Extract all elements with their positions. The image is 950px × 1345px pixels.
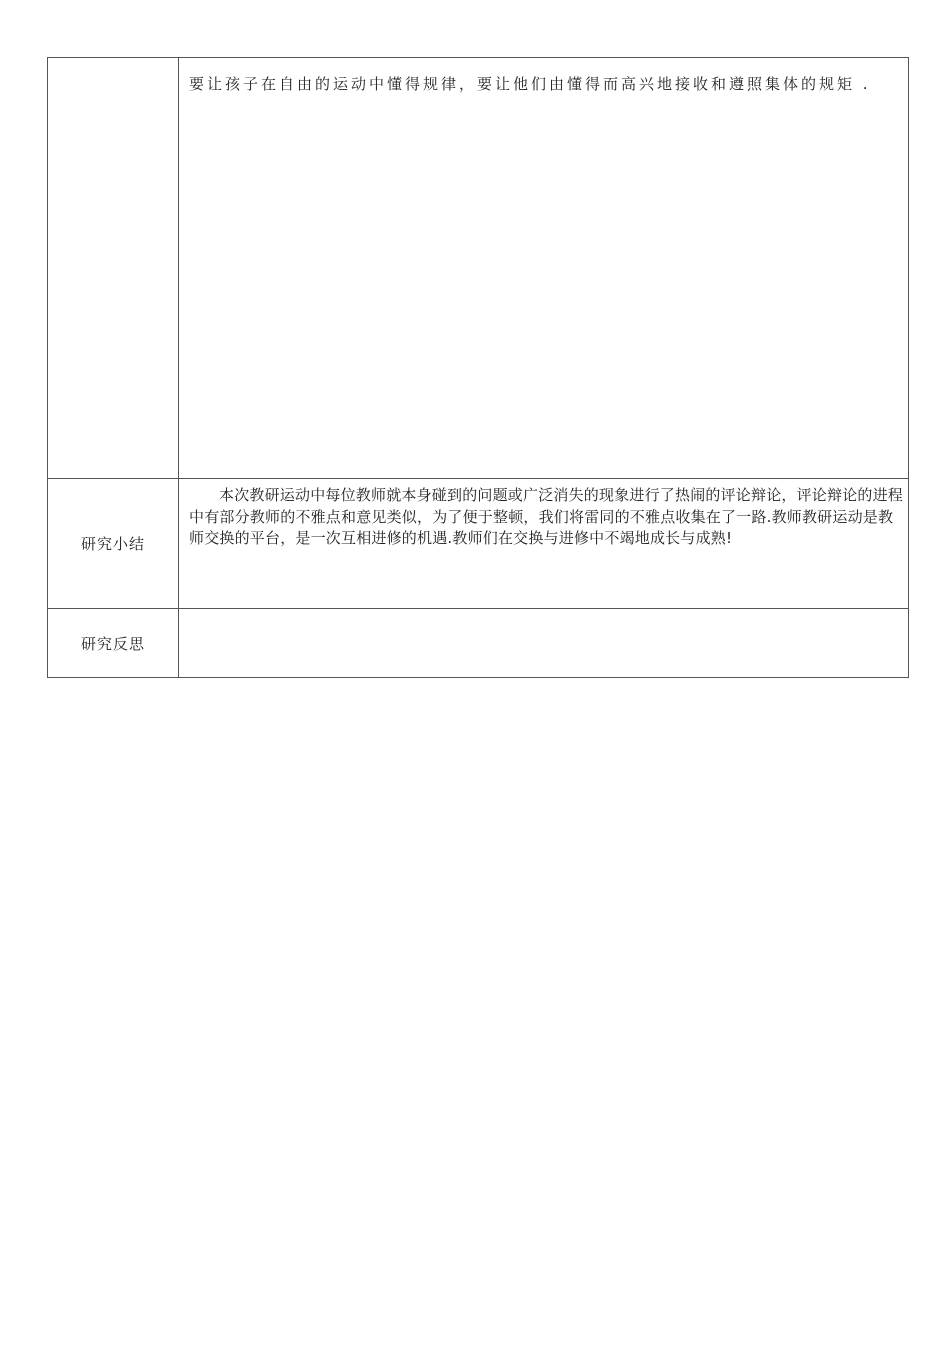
reflection-content-cell xyxy=(179,609,909,678)
research-record-table xyxy=(47,57,909,678)
reflection-row xyxy=(48,609,909,678)
reflection-label: 研究反思 xyxy=(48,609,179,678)
summary-text: 本次教研运动中每位教师就本身碰到的问题或广泛消失的现象进行了热闹的评论辩论，评论辩论的进程中有部分教师的不雅点和意见类似，为了便于整顿，我们将雷同的不雅点收集在了一路.教师教研运动是教师交换的平台，是一次互相进修的机遇.教师们在交换与进修中不竭地成长与成熟! xyxy=(189,486,904,547)
summary-label: 研究小结 xyxy=(48,479,179,609)
continuation-text: 要让孩子在自由的运动中懂得规律，要让他们由懂得而高兴地接收和遵照集体的规矩 . xyxy=(189,75,871,93)
continuation-label-cell xyxy=(48,58,179,479)
continuation-content-cell xyxy=(179,58,909,479)
summary-content-cell xyxy=(179,479,909,609)
continuation-row xyxy=(48,58,909,479)
summary-row xyxy=(48,479,909,609)
